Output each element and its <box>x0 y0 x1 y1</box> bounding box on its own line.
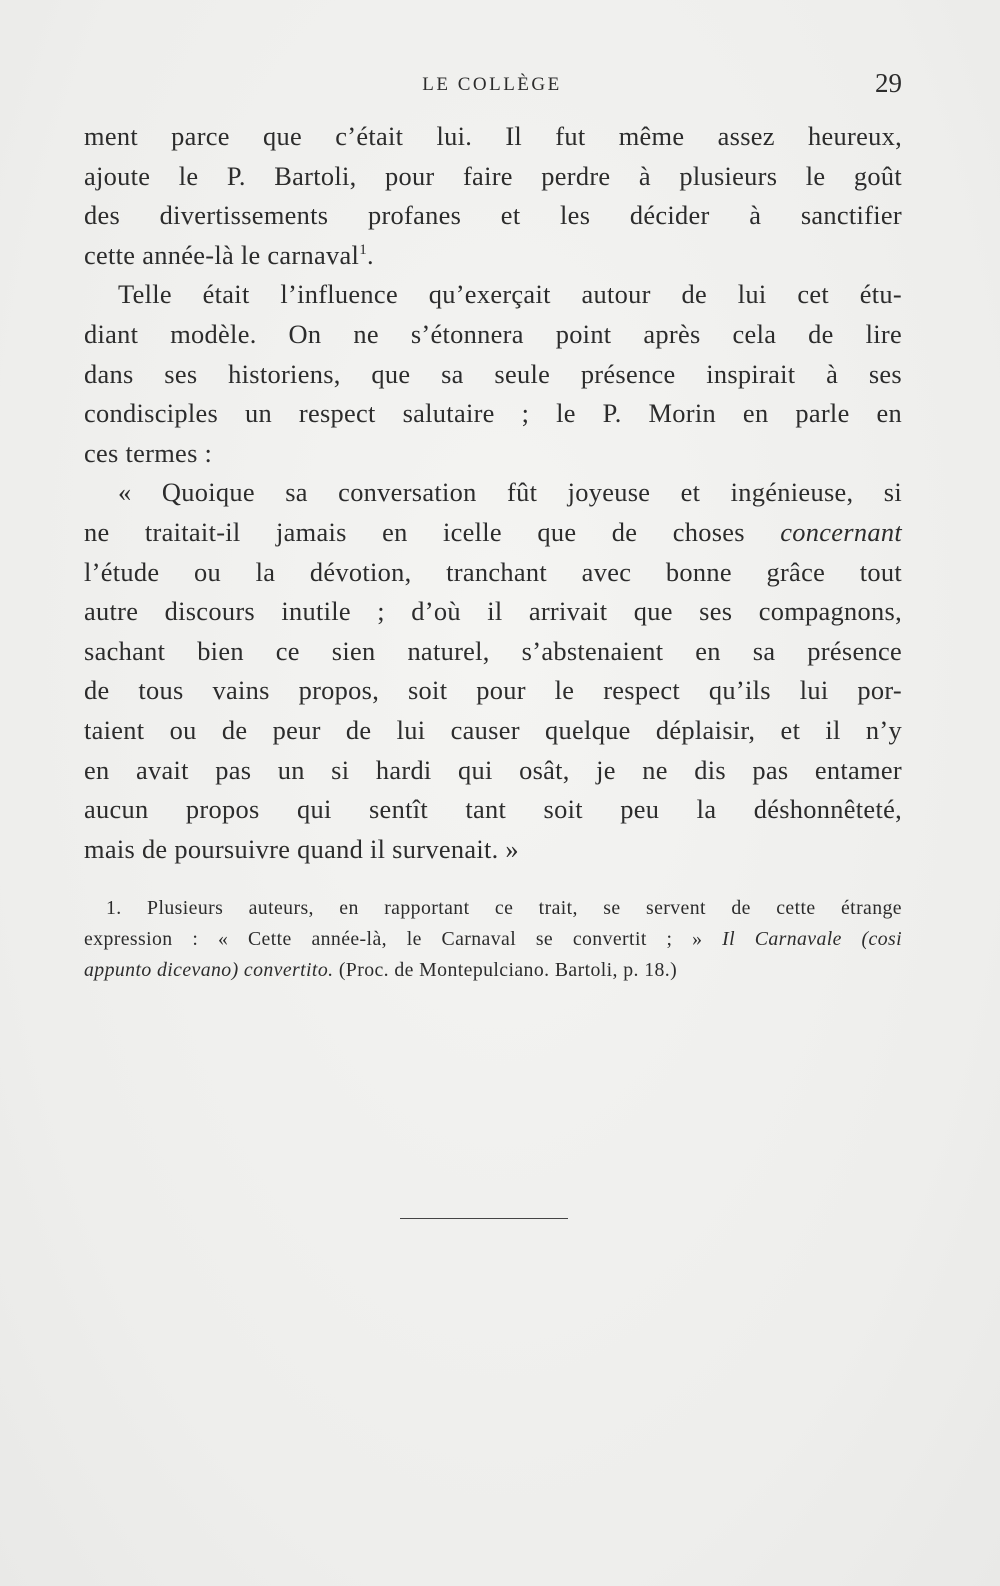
text-line: de tous vains propos, soit pour le respect qu’ils lui por- <box>84 675 902 706</box>
paragraph-1 <box>84 117 902 275</box>
page-number: 29 <box>875 68 902 98</box>
text-line: ment parce que c’était lui. Il fut même assez heureux, <box>84 121 902 151</box>
text-fragment: ne traitait-il jamais en icelle que de choses <box>84 516 781 547</box>
text-fragment: (Proc. de Montepulciano. Bartoli, p. 18.) <box>333 959 678 981</box>
text-line: aucun propos qui sentît tant soit peu la déshonnêteté, <box>84 794 902 825</box>
italic-text: Il Carnavale (cosi <box>722 928 903 950</box>
footnote-line: 1. Plusieurs auteurs, en rapportant ce trait, se servent de cette étrange <box>106 897 902 919</box>
text-line: ces termes : <box>84 437 213 468</box>
text-line <box>84 513 902 553</box>
italic-text: concernant <box>780 516 902 547</box>
text-line: mais de poursuivre quand il survenait. » <box>84 833 519 864</box>
page-header <box>82 68 902 108</box>
text-line: ajoute le P. Bartoli, pour faire perdre à plusieurs le goût <box>84 160 902 191</box>
text-line: Telle était l’influence qu’exerçait autour de lui cet étu- <box>118 279 902 310</box>
text-line: des divertissements profanes et les décider à sanctifier <box>84 200 902 231</box>
text-line: sachant bien ce sien naturel, s’abstenaient en sa présence <box>84 635 902 666</box>
italic-text: appunto dicevano) convertito. <box>84 959 334 981</box>
text-line: en avait pas un si hardi qui osât, je ne dis pas entamer <box>84 754 902 785</box>
main-text <box>84 117 902 869</box>
text-line: autre discours inutile ; d’où il arrivait que ses compagnons, <box>84 596 902 627</box>
text-fragment: cette année-là le carnaval <box>84 239 360 270</box>
footnote-reference: 1 <box>359 241 367 258</box>
text-line: dans ses historiens, que sa seule présence inspirait à ses <box>84 358 902 389</box>
text-line: condisciples un respect salutaire ; le P. Morin en parle en <box>84 398 902 429</box>
text-line: taient ou de peur de lui causer quelque déplaisir, et il n’y <box>84 714 902 745</box>
text-line <box>84 236 902 276</box>
end-rule <box>400 1218 568 1219</box>
paragraph-3-quotation <box>84 473 902 869</box>
paragraph-2 <box>84 275 902 473</box>
text-line: « Quoique sa conversation fût joyeuse et ingénieuse, si <box>118 477 902 508</box>
running-title: LE COLLÈGE <box>422 74 562 95</box>
footnote-line <box>84 955 902 986</box>
footnote-line <box>84 924 902 955</box>
text-fragment: expression : « Cette année-là, le Carnaval se convertit ; » <box>84 928 723 950</box>
text-fragment: . <box>367 239 374 270</box>
text-line: l’étude ou la dévotion, tranchant avec bonne grâce tout <box>84 556 902 587</box>
text-line: diant modèle. On ne s’étonnera point après cela de lire <box>84 318 902 349</box>
footnote <box>84 893 902 986</box>
